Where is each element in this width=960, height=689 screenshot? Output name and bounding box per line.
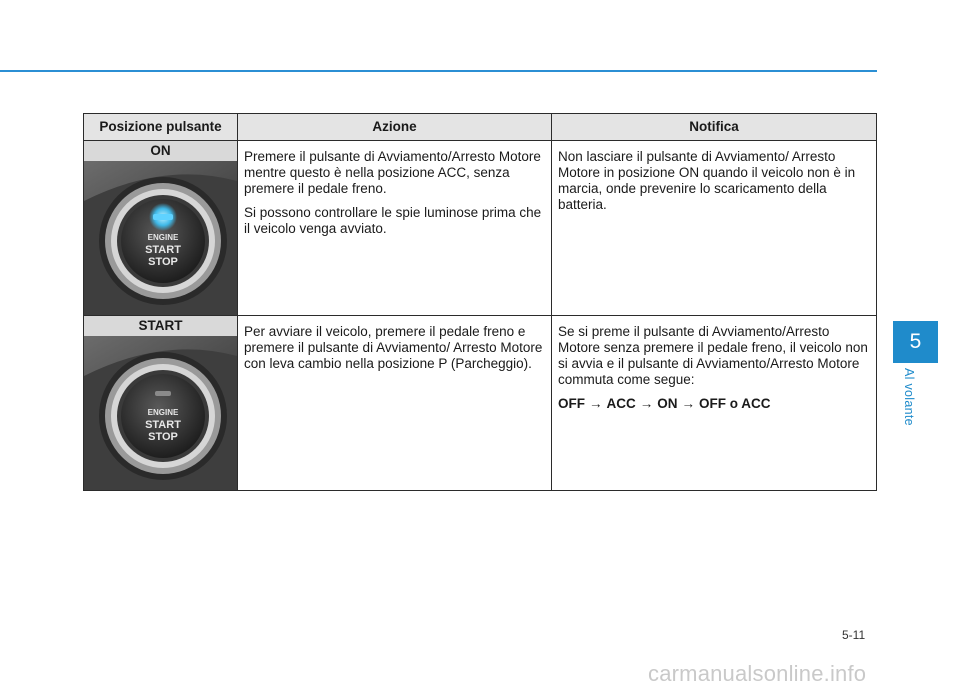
top-rule (0, 70, 877, 72)
header-action: Azione (238, 114, 552, 141)
arrow-right-icon: → (589, 396, 603, 411)
position-cell (84, 316, 238, 491)
engine-button-on-image (84, 161, 237, 315)
table-row-on (84, 141, 877, 316)
engine-text: ENGINE (147, 408, 179, 417)
header-position: Posizione pulsante (84, 114, 238, 141)
sequence-step: ON (657, 396, 678, 411)
watermark: carmanualsonline.info (648, 661, 867, 686)
page-number: 5-11 (842, 628, 866, 642)
start-text: START (145, 419, 181, 431)
action-text: Per avviare il veicolo, premere il pedale freno e premere il pulsante di Avviamento/ Arresto Motore con leva cambio nella posizione P (Parcheggio). (244, 324, 543, 371)
sequence-step: OFF (558, 396, 585, 411)
engine-start-stop-button-icon (84, 336, 237, 490)
chapter-title: Al volante (902, 368, 916, 426)
position-cell (84, 141, 238, 316)
table-header-row (84, 114, 877, 141)
header-notice: Notifica (552, 114, 877, 141)
stop-text: STOP (148, 256, 178, 268)
table-row-start (84, 316, 877, 491)
chapter-number-tab: 5 (893, 321, 938, 363)
action-text: Premere il pulsante di Avviamento/Arresto Motore mentre questo è nella posizione ACC, senza premere il pedale freno. (244, 149, 541, 196)
action-cell (238, 141, 552, 316)
action-cell (238, 316, 552, 491)
mode-sequence (558, 396, 870, 412)
arrow-right-icon: → (681, 396, 695, 411)
stop-text: STOP (148, 431, 178, 443)
position-label: START (84, 316, 237, 336)
notice-cell (552, 141, 877, 316)
engine-start-stop-button-icon (84, 161, 237, 315)
engine-button-table (83, 113, 877, 491)
position-label: ON (84, 141, 237, 161)
start-text: START (145, 244, 181, 256)
notice-cell (552, 316, 877, 491)
engine-text: ENGINE (147, 233, 179, 242)
sequence-step: ACC (606, 396, 636, 411)
engine-button-start-image (84, 336, 237, 490)
action-text: Si possono controllare le spie luminose prima che il veicolo venga avviato. (244, 205, 542, 236)
notice-text: Non lasciare il pulsante di Avviamento/ Arresto Motore in posizione ON quando il veicolo non è in marcia, onde prevenire lo scaricamento della batteria. (558, 149, 856, 212)
sequence-step: OFF o ACC (699, 396, 771, 411)
notice-text: Se si preme il pulsante di Avviamento/Arresto Motore senza premere il pedale freno, il veicolo non si avvia e il pulsante di Avviamento/Arresto Motore commuta come segue: (558, 324, 868, 387)
arrow-right-icon: → (639, 396, 654, 411)
